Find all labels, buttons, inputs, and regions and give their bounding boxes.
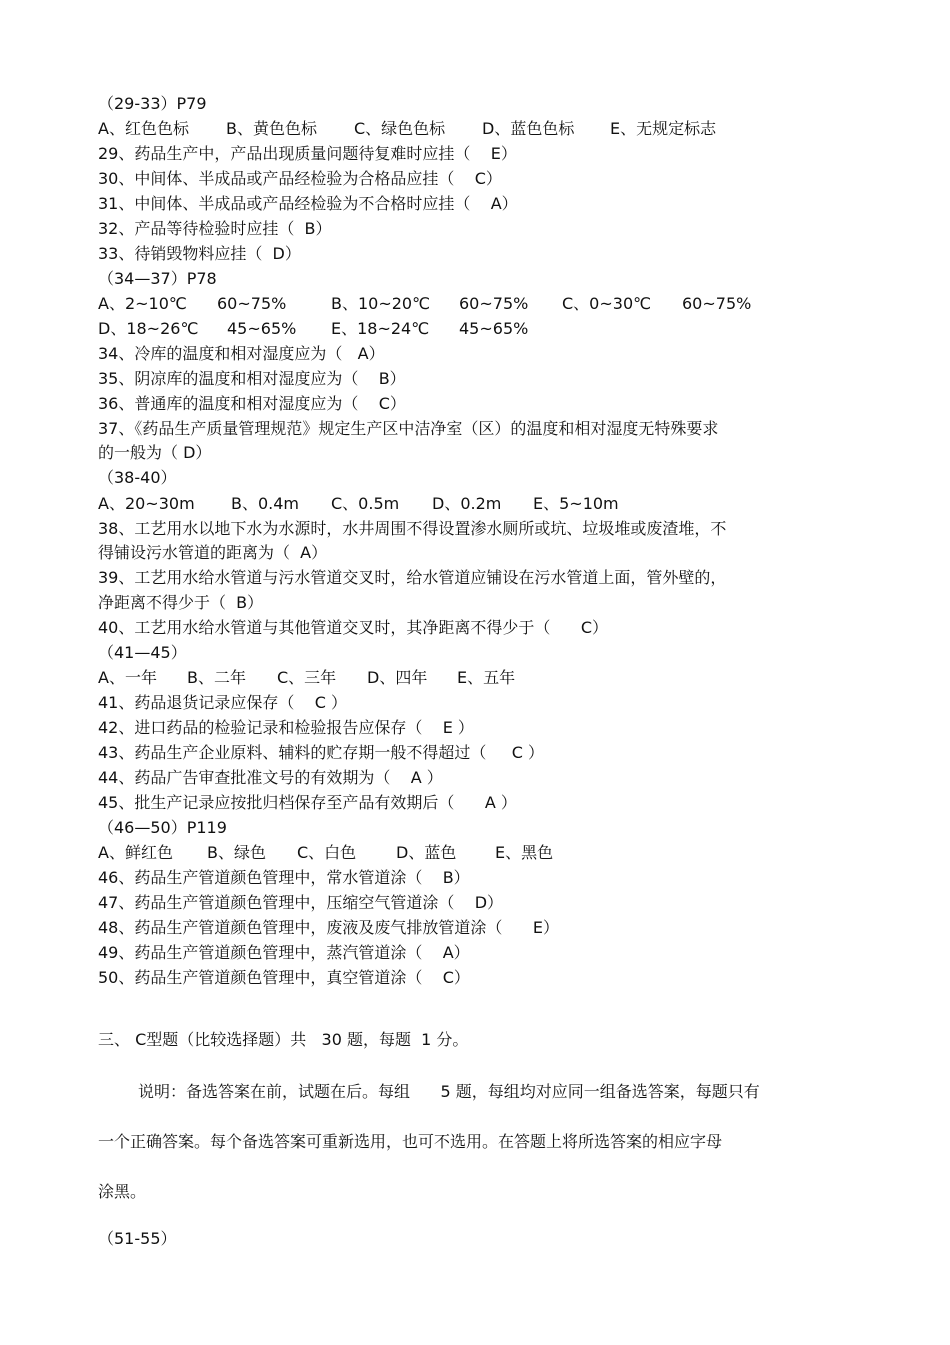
question-42: 42、进口药品的检验记录和检验报告应保存（ E ） [98,718,474,737]
option-row [98,494,858,514]
option-row [98,668,858,688]
group-header: （46—50）P119 [98,818,227,837]
section-description: 说明：备选答案在前，试题在后。每组 5 题，每组均对应同一组备选答案，每题只有 [138,1082,760,1101]
option-d: D、蓝色色标 [482,119,575,138]
question-45: 45、批生产记录应按批归档保存至产品有效期后（ A ） [98,793,517,812]
option-e: E、18~24℃ [331,319,430,338]
question-30: 30、中间体、半成品或产品经检验为合格品应挂（ C） [98,169,502,188]
option-e: E、五年 [457,668,516,687]
question-35: 35、阴凉库的温度和相对湿度应为（ B） [98,369,406,388]
question-47: 47、药品生产管道颜色管理中，压缩空气管道涂（ D） [98,893,504,912]
question-33: 33、待销毁物料应挂（ D） [98,244,301,263]
question-34: 34、冷库的温度和相对湿度应为（ A） [98,344,385,363]
option-b-humidity: 60~75% [459,294,529,313]
option-b: B、绿色 [207,843,266,862]
question-31: 31、中间体、半成品或产品经检验为不合格时应挂（ A） [98,194,518,213]
option-c-humidity: 60~75% [682,294,752,313]
option-e: E、黑色 [495,843,554,862]
option-b: B、黄色色标 [226,119,317,138]
option-d: D、18~26℃ [98,319,199,338]
question-37: 37、《药品生产质量管理规范》规定生产区中洁净室（区）的温度和相对湿度无特殊要求 [98,419,719,438]
option-row [98,119,858,139]
option-c: C、三年 [277,668,337,687]
option-a: A、红色色标 [98,119,189,138]
question-40: 40、工艺用水给水管道与其他管道交叉时，其净距离不得少于（ C） [98,618,609,637]
group-header: （29-33）P79 [98,94,207,113]
group-header: （38-40） [98,468,177,487]
question-38-cont: 得铺设污水管道的距离为（ A） [98,543,328,562]
option-c: C、白色 [297,843,357,862]
question-48: 48、药品生产管道颜色管理中，废液及废气排放管道涂（ E） [98,918,559,937]
section-description-end: 涂黑。 [98,1182,147,1201]
option-e: E、无规定标志 [610,119,717,138]
option-c: C、0.5m [331,494,400,513]
question-38: 38、工艺用水以地下水为水源时，水井周围不得设置渗水厕所或坑、垃圾堆或废渣堆，不 [98,519,727,538]
option-d: D、0.2m [432,494,502,513]
option-b: B、0.4m [231,494,300,513]
question-32: 32、产品等待检验时应挂（ B） [98,219,332,238]
question-43: 43、药品生产企业原料、辅料的贮存期一般不得超过（ C ） [98,743,545,762]
question-37-cont: 的一般为（ D） [98,443,212,462]
option-d: D、蓝色 [396,843,457,862]
option-d: D、四年 [367,668,428,687]
option-e-humidity: 45~65% [459,319,529,338]
option-a-humidity: 60~75% [217,294,287,313]
group-header: （34—37）P78 [98,269,217,288]
section-title: 三、 C型题（比较选择题）共 30 题，每题 1 分。 [98,1030,469,1049]
section-description-cont: 一个正确答案。每个备选答案可重新选用，也可不选用。在答题上将所选答案的相应字母 [98,1132,723,1151]
question-39: 39、工艺用水给水管道与污水管道交叉时，给水管道应铺设在污水管道上面，管外壁的， [98,568,727,587]
option-row [98,294,858,314]
option-b: B、10~20℃ [331,294,431,313]
option-a: A、2~10℃ [98,294,187,313]
option-c: C、绿色色标 [354,119,446,138]
option-b: B、二年 [187,668,246,687]
question-36: 36、普通库的温度和相对湿度应为（ C） [98,394,406,413]
option-d-humidity: 45~65% [227,319,297,338]
option-a: A、鲜红色 [98,843,173,862]
option-row [98,843,858,863]
question-41: 41、药品退货记录应保存（ C ） [98,693,347,712]
question-39-cont: 净距离不得少于（ B） [98,593,264,612]
question-46: 46、药品生产管道颜色管理中，常水管道涂（ B） [98,868,470,887]
question-44: 44、药品广告审查批准文号的有效期为（ A ） [98,768,443,787]
question-50: 50、药品生产管道颜色管理中，真空管道涂（ C） [98,968,470,987]
option-c: C、0~30℃ [562,294,652,313]
question-49: 49、药品生产管道颜色管理中，蒸汽管道涂（ A） [98,943,470,962]
option-e: E、5~10m [533,494,619,513]
option-row [98,319,858,339]
group-header: （41—45） [98,643,187,662]
question-29: 29、药品生产中，产品出现质量问题待复难时应挂（ E） [98,144,517,163]
option-a: A、20~30m [98,494,195,513]
option-a: A、一年 [98,668,157,687]
group-header: （51-55） [98,1229,177,1248]
